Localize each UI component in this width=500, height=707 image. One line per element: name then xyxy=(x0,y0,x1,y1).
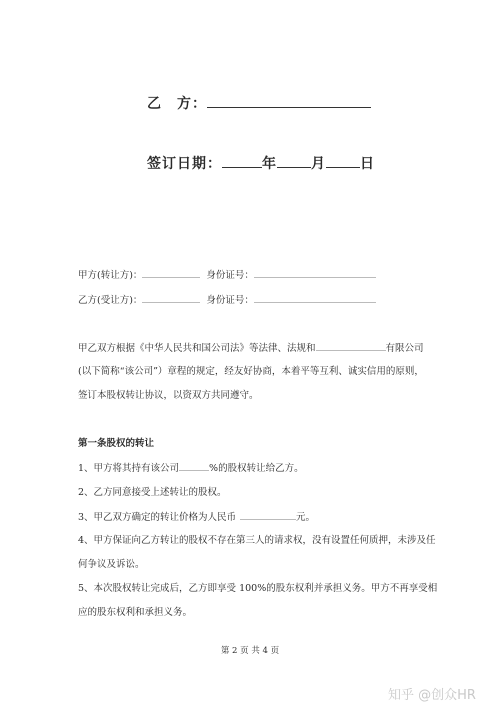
party-a-id-blank[interactable] xyxy=(254,266,376,278)
intro-line-3: 签订本股权转让协议，以资双方共同遵守。 xyxy=(78,390,259,401)
party-a-id-label: 身份证号： xyxy=(206,270,254,281)
share-percent-blank[interactable] xyxy=(179,459,209,471)
article-1-item-2: 2、乙方同意接受上述转让的股权。 xyxy=(78,487,227,498)
intro-line-1 xyxy=(78,339,424,354)
item-1-pre: 1、甲方将其持有该公司 xyxy=(78,463,180,474)
party-b-header-label: 乙 方： xyxy=(147,96,207,112)
year-blank[interactable] xyxy=(222,153,262,168)
sign-date-header xyxy=(147,153,375,173)
party-b-blank[interactable] xyxy=(207,93,371,108)
party-b-name-blank[interactable] xyxy=(142,291,200,303)
article-1-item-5-line-2: 应的股东权利和承担义务。 xyxy=(78,607,193,618)
month-blank[interactable] xyxy=(277,153,311,168)
intro-line-2: (以下简称“该公司”）章程的规定，经友好协商，本着平等互利、诚实信用的原则， xyxy=(78,366,424,377)
article-1-item-5-line-1: 5、本次股权转让完成后，乙方即享受 100%的股东权利并承担义务。甲方不再享受相 xyxy=(78,583,438,594)
day-blank[interactable] xyxy=(326,153,360,168)
item-3-post: 元。 xyxy=(296,512,316,523)
article-1-title: 第一条股权的转让 xyxy=(78,438,155,449)
item-3-pre: 3、甲乙双方确定的转让价格为人民币 xyxy=(78,512,237,523)
watermark: 知乎 @创众HR xyxy=(388,688,476,703)
item-1-post: %的股权转让给乙方。 xyxy=(209,463,304,474)
party-b-header xyxy=(147,93,371,113)
party-b-label: 乙方(受让方)： xyxy=(78,295,143,306)
party-a-row xyxy=(78,266,376,281)
party-a-label: 甲方(转让方)： xyxy=(78,270,143,281)
sign-date-label: 签订日期： xyxy=(147,156,222,172)
article-1-item-4-line-1: 4、甲方保证向乙方转让的股权不存在第三人的请求权，没有设置任何质押，未涉及任 xyxy=(78,535,436,546)
party-b-row xyxy=(78,291,376,306)
intro-text-1-end: 有限公司 xyxy=(385,343,424,354)
day-label: 日 xyxy=(360,156,375,172)
party-b-id-label: 身份证号： xyxy=(206,295,254,306)
party-a-name-blank[interactable] xyxy=(142,266,200,278)
article-1-item-1 xyxy=(78,459,304,474)
article-1-item-4-line-2: 何争议及诉讼。 xyxy=(78,559,145,570)
intro-text-1: 甲乙双方根据《中华人民共和国公司法》等法律、法规和 xyxy=(78,343,316,354)
page-number: 第 2 页 共 4 页 xyxy=(220,646,280,656)
party-b-id-blank[interactable] xyxy=(254,291,376,303)
month-label: 月 xyxy=(311,156,326,172)
article-1-item-3 xyxy=(78,508,315,523)
price-blank[interactable] xyxy=(240,508,296,520)
year-label: 年 xyxy=(262,156,277,172)
company-name-blank[interactable] xyxy=(316,339,386,351)
